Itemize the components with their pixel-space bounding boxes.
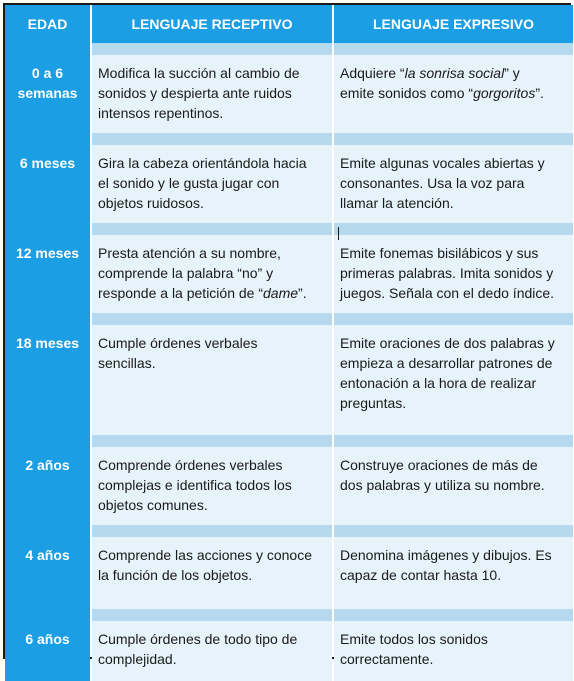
receptive-text: Gira la cabeza orientándola hacia el sonido y le gusta jugar con objetos ruidosos. [98, 155, 307, 211]
expressive-cell [334, 235, 573, 313]
age-cell [5, 55, 90, 133]
receptive-cell [92, 235, 332, 313]
row-separator [92, 435, 332, 447]
row-separator [92, 133, 332, 145]
development-table [3, 3, 571, 667]
age-cell [5, 621, 90, 681]
header-age: EDAD [5, 5, 90, 43]
expressive-cell [334, 537, 573, 609]
expressive-cell [334, 447, 573, 525]
expressive-cell [334, 621, 573, 681]
receptive-text: Comprende las acciones y conoce la función de los objetos. [98, 547, 313, 583]
header-receptive: LENGUAJE RECEPTIVO [92, 5, 332, 43]
receptive-cell [92, 621, 332, 681]
quote-italic: gorgoritos [473, 85, 536, 101]
row-separator [92, 43, 332, 55]
receptive-text: Modifica la succión al cambio de sonidos y despierta ante ruidos intensos repentinos. [98, 65, 300, 121]
text-cursor [338, 227, 339, 240]
row-separator [5, 525, 90, 537]
expressive-text: Emite todos los sonidos correctamente. [340, 631, 488, 667]
receptive-cell [92, 55, 332, 133]
row-separator [334, 525, 573, 537]
age-cell [5, 235, 90, 313]
row-separator [5, 43, 90, 55]
row-separator [5, 313, 90, 325]
receptive-text: Presta atención a su nombre, comprende la palabra “no” y responde a la petición de “dame”. [98, 245, 307, 301]
table-grid [5, 5, 569, 667]
receptive-text: Comprende órdenes verbales complejas e identifica todos los objetos comunes. [98, 457, 292, 513]
quote-italic: dame [263, 285, 299, 301]
expressive-cell [334, 145, 573, 223]
age-cell [5, 447, 90, 525]
age-label: 6 años [25, 631, 70, 647]
expressive-text: Denomina imágenes y dibujos. Es capaz de contar hasta 10. [340, 547, 552, 583]
expressive-text: Emite algunas vocales abiertas y consonantes. Usa la voz para llamar la atención. [340, 155, 545, 211]
row-separator [334, 313, 573, 325]
row-separator [92, 223, 332, 235]
row-separator [334, 609, 573, 621]
receptive-cell [92, 447, 332, 525]
row-separator [334, 435, 573, 447]
receptive-cell [92, 537, 332, 609]
expressive-cell [334, 55, 573, 133]
age-label: 0 a 6 semanas [17, 65, 78, 101]
age-label: 12 meses [15, 245, 80, 261]
header-expressive: LENGUAJE EXPRESIVO [334, 5, 573, 43]
expressive-text: Adquiere “la sonrisa social” y emite sonidos como “gorgoritos”. [340, 65, 544, 101]
age-label: 18 meses [15, 335, 80, 351]
expressive-text: Emite oraciones de dos palabras y empieza a desarrollar patrones de entonación a la hora de realizar preguntas. [340, 335, 555, 411]
expressive-text: Emite fonemas bisilábicos y sus primeras palabras. Imita sonidos y juegos. Señala con el dedo índice. [340, 245, 555, 301]
expressive-cell [334, 325, 573, 435]
row-separator [92, 525, 332, 537]
age-label: 4 años [25, 547, 70, 563]
receptive-cell [92, 145, 332, 223]
age-cell [5, 537, 90, 609]
age-label: 2 años [25, 457, 70, 473]
expressive-text: Construye oraciones de más de dos palabras y utiliza su nombre. [340, 457, 545, 493]
receptive-text: Cumple órdenes verbales sencillas. [98, 335, 258, 371]
row-separator [334, 133, 573, 145]
row-separator [5, 223, 90, 235]
receptive-text [98, 65, 300, 121]
age-label: 6 meses [19, 155, 76, 171]
row-separator [5, 435, 90, 447]
receptive-text: Cumple órdenes de todo tipo de complejidad. [98, 631, 298, 667]
row-separator [5, 133, 90, 145]
row-separator [5, 609, 90, 621]
row-separator [334, 223, 573, 235]
row-separator [92, 609, 332, 621]
row-separator [334, 43, 573, 55]
row-separator [92, 313, 332, 325]
quote-italic: la sonrisa social [404, 65, 505, 81]
receptive-cell [92, 325, 332, 435]
age-cell [5, 145, 90, 223]
age-cell [5, 325, 90, 435]
